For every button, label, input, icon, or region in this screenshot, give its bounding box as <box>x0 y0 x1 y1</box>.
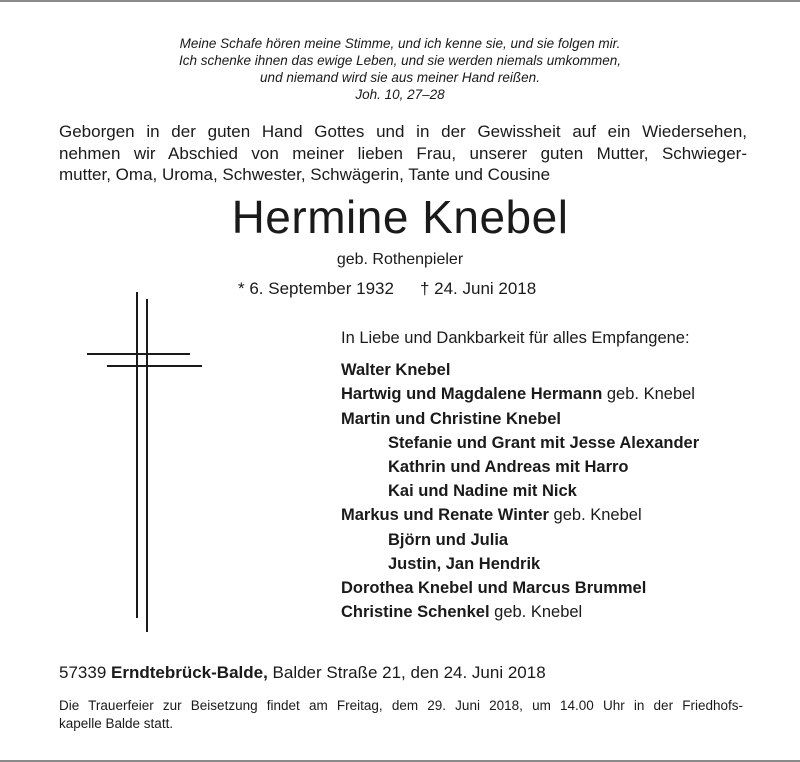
intro-text <box>59 121 747 186</box>
mourner-entry <box>341 382 761 406</box>
life-dates <box>238 278 536 300</box>
mourner-name: Markus und Renate Winter <box>341 506 549 525</box>
mourner-sub-entry: Kai und Nadine mit Nick <box>388 482 577 501</box>
cross-icon <box>80 292 210 632</box>
mourner-name: Hartwig und Magdalene Hermann <box>341 385 603 404</box>
street-and-date: Balder Straße 21, den 24. Juni 2018 <box>267 663 546 682</box>
mourner-maiden: geb. Knebel <box>489 603 583 622</box>
deceased-name: Hermine Knebel <box>231 191 569 243</box>
mourner-sub-entry: Justin, Jan Hendrik <box>388 554 541 573</box>
funeral-line: kapelle Balde statt. <box>59 715 174 731</box>
mourner-sub-entry: Stefanie und Grant mit Jesse Alexander <box>388 433 700 452</box>
bible-verse <box>0 35 800 103</box>
mourner-entry <box>341 503 761 527</box>
intro-line: nehmen wir Abschied von meiner lieben Frau, unserer guten Mutter, Schwieger- <box>59 143 747 163</box>
mourners-heading: In Liebe und Dankbarkeit für alles Empfangene: <box>341 329 690 347</box>
verse-line: Ich schenke ihnen das ewige Leben, und sie werden niemals umkommen, <box>178 53 621 68</box>
funeral-notice <box>59 697 743 732</box>
cross-horizontal-bar <box>87 353 190 355</box>
town-name: Erndtebrück-Balde, <box>111 663 268 682</box>
mourners-list <box>341 326 761 624</box>
birth-date: * 6. September 1932 <box>238 279 394 298</box>
postal-code: 57339 <box>59 663 111 682</box>
address-date-line <box>59 662 546 684</box>
mourner-maiden: geb. Knebel <box>602 385 695 404</box>
mourner-entry <box>341 600 761 624</box>
mourner-maiden: geb. Knebel <box>548 506 642 525</box>
mourner-sub-entry: Kathrin und Andreas mit Harro <box>388 458 629 477</box>
cross-vertical-bar <box>146 299 148 632</box>
death-date: † 24. Juni 2018 <box>419 279 537 298</box>
maiden-name: geb. Rothenpieler <box>336 251 464 268</box>
mourner-entry: Dorothea Knebel und Marcus Brummel <box>341 579 647 598</box>
mourner-entry: Walter Knebel <box>341 361 451 380</box>
cross-vertical-bar <box>136 292 138 618</box>
verse-line: Meine Schafe hören meine Stimme, und ich kenne sie, und sie folgen mir. <box>179 36 621 51</box>
intro-line: mutter, Oma, Uroma, Schwester, Schwägerin, Tante und Cousine <box>59 165 551 184</box>
intro-line: Geborgen in der guten Hand Gottes und in der Gewissheit auf ein Wiedersehen, <box>59 122 747 141</box>
top-border <box>0 0 800 2</box>
mourner-name: Christine Schenkel <box>341 603 490 622</box>
mourner-sub-entry: Björn und Julia <box>388 530 509 549</box>
verse-reference: Joh. 10, 27–28 <box>355 87 445 102</box>
mourner-entry: Martin und Christine Knebel <box>341 409 562 428</box>
funeral-line: Die Trauerfeier zur Beisetzung findet am Freitag, dem 29. Juni 2018, um 14.00 Uhr in der Friedhofs- <box>59 698 743 713</box>
verse-line: und niemand wird sie aus meiner Hand reißen. <box>260 70 540 85</box>
cross-horizontal-bar <box>107 365 202 367</box>
